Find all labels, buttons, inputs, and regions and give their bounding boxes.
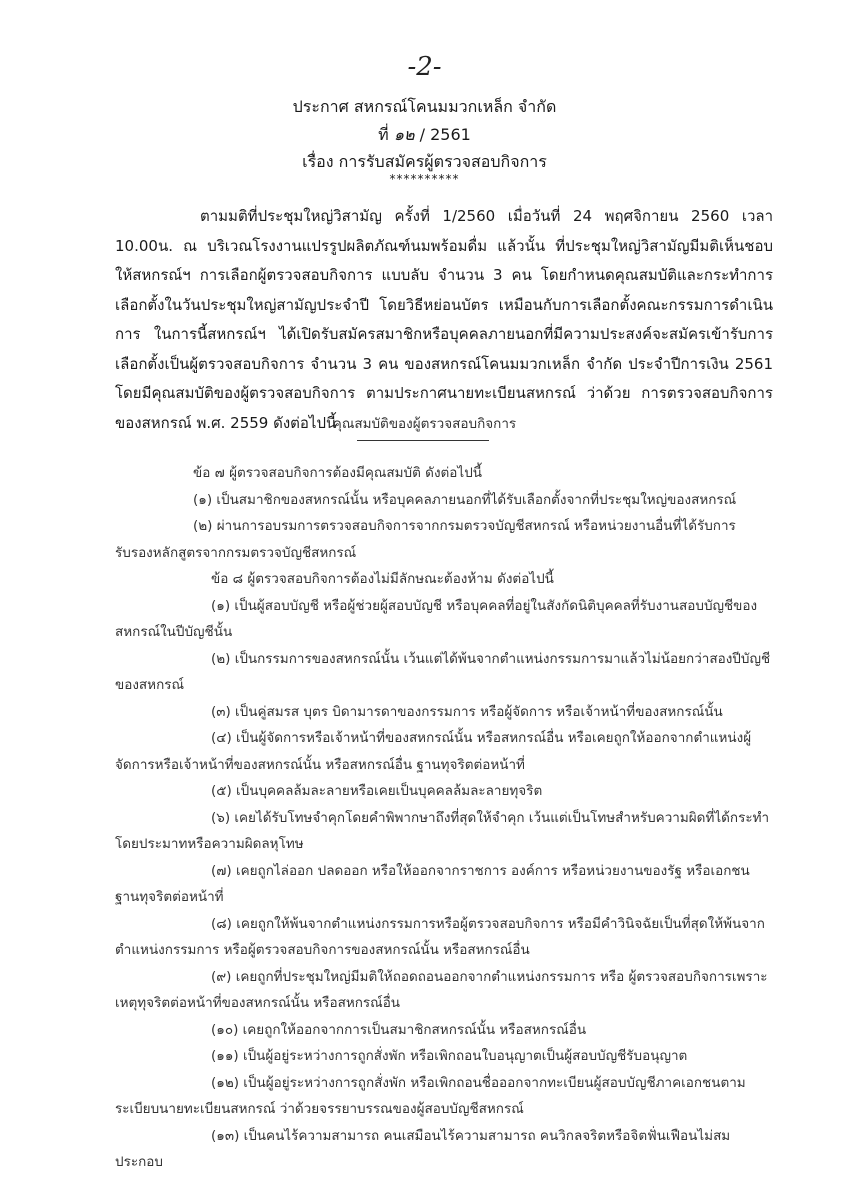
clause-item [115,911,773,964]
separator-stars: ********** [389,172,460,186]
clause-text: (๓) เป็นคู่สมรส บุตร บิดามารดาของกรรมการ หรือผู้จัดการ หรือเจ้าหน้าที่ของสหกรณ์นั้น [211,703,723,720]
clause-item [115,646,773,699]
clause-text: (๔) เป็นผู้จัดการหรือเจ้าหน้าที่ของสหกรณ์นั้น หรือสหกรณ์อื่น หรือเคยถูกให้ออกจากตำแหน่งผู้จัดการหรือเจ้าหน้าที่ของสหกรณ์นั้น หรือสหกรณ์อื่น ฐานทุจริตต่อหน้าที่ [115,730,752,773]
clause-text: (๕) เป็นบุคคลล้มละลายหรือเคยเป็นบุคคลล้มละลายทุจริต [211,783,543,799]
clause-text: ข้อ ๗ ผู้ตรวจสอบกิจการต้องมีคุณสมบัติ ดังต่อไปนี้ [193,465,483,481]
clause-item [115,487,773,514]
clause-text: (๑) เป็นสมาชิกของสหกรณ์นั้น หรือบุคคลภายนอกที่ได้รับเลือกตั้งจากที่ประชุมใหญ่ของสหกรณ์ [193,491,737,508]
intro-text: ตามมติที่ประชุมใหญ่วิสามัญ ครั้งที่ 1/2560 เมื่อวันที่ 24 พฤศจิกายน 2560 เวลา 10.00น. ณ บริเวณโรงงานแปรรูปผลิตภัณฑ์นมพร้อมดื่ม แล้วนั้น ที่ประชุมใหญ่วิสามัญมีมติเห็นชอบ ให้สหกรณ์ฯ การเลือกผู้ตรวจสอบกิจการ แบบลับ จำนวน 3 คน โดยกำหนดคุณสมบัติและกระทำการเลือกตั้งในวันประชุมใหญ่สามัญประจำปี โดยวิธีหย่อนบัตร เหมือนกับการเลือกตั้งคณะกรรมการดำเนินการ ในการนี้สหกรณ์ฯ ได้เปิดรับสมัครสมาชิกหรือบุคคลภายนอกที่มีความประสงค์จะสมัครเข้ารับการเลือกตั้งเป็นผู้ตรวจสอบกิจการ จำนวน 3 คน ของสหกรณ์โคนมมวกเหล็ก จำกัด ประจำปีการเงิน 2561 โดยมีคุณสมบัติของผู้ตรวจสอบกิจการ ตามประกาศนายทะเบียนสหกรณ์ ว่าด้วย การตรวจสอบกิจการของสหกรณ์ พ.ศ. 2559 ดังต่อไปนี้ [115,207,773,432]
clause-text: (๑๑) เป็นผู้อยู่ระหว่างการถูกสั่งพัก หรือเพิกถอนใบอนุญาตเป็นผู้สอบบัญชีรับอนุญาต [211,1048,688,1064]
clause-item [115,513,773,566]
clause-item [115,964,773,1017]
page-number: -2- [407,52,442,82]
clause-text: (๙) เคยถูกที่ประชุมใหญ่มีมติให้ถอดถอนออกจากตำแหน่งกรรมการ หรือ ผู้ตรวจสอบกิจการเพราะเหตุทุจริตต่อหน้าที่ของสหกรณ์นั้น หรือสหกรณ์อื่น [115,968,768,1011]
clause-item [115,858,773,911]
clause-item [115,1070,773,1123]
section-title: คุณสมบัติของผู้ตรวจสอบกิจการ [332,416,517,432]
clause-text: (๘) เคยถูกให้พ้นจากตำแหน่งกรรมการหรือผู้ตรวจสอบกิจการ หรือมีคำวินิจฉัยเป็นที่สุดให้พ้นจากตำแหน่งกรรมการ หรือผู้ตรวจสอบกิจการของสหกรณ์นั้น หรือสหกรณ์อื่น [115,915,765,958]
clause-text: (๖) เคยได้รับโทษจำคุกโดยคำพิพากษาถึงที่สุดให้จำคุก เว้นแต่เป็นโทษสำหรับความผิดที่ได้กระทำโดยประมาทหรือความผิดลหุโทษ [115,809,770,852]
announcement-subject: เรื่อง การรับสมัครผู้ตรวจสอบกิจการ [302,152,547,171]
section-underline [357,440,489,441]
clause-item [115,699,773,726]
clause-text: (๗) เคยถูกไล่ออก ปลดออก หรือให้ออกจากราชการ องค์การ หรือหน่วยงานของรัฐ หรือเอกชนฐานทุจริตต่อหน้าที่ [115,862,750,905]
clause-item [115,725,773,778]
clause-text: (๑) เป็นผู้สอบบัญชี หรือผู้ช่วยผู้สอบบัญชี หรือบุคคลที่อยู่ในสังกัดนิติบุคคลที่รับงานสอบบัญชีของสหกรณ์ในปีบัญชีนั้น [115,597,758,640]
clause-item [115,778,773,805]
clause-text: (๑๓) เป็นคนไร้ความสามารถ คนเสมือนไร้ความสามารถ คนวิกลจริตหรือจิตฟั่นเฟือนไม่สมประกอบ [115,1127,731,1170]
clause-text: ข้อ ๘ ผู้ตรวจสอบกิจการต้องไม่มีลักษณะต้องห้าม ดังต่อไปนี้ [211,571,554,587]
clause-item [115,1017,773,1044]
clause-text: (๑๐) เคยถูกให้ออกจากการเป็นสมาชิกสหกรณ์นั้น หรือสหกรณ์อื่น [211,1021,587,1038]
clause-item [115,1043,773,1070]
number-suffix: / 2561 [419,125,471,144]
clause-item [115,460,773,487]
announcement-number [0,123,849,148]
announcement-title: ประกาศ สหกรณ์โคนมมวกเหล็ก จำกัด [292,97,557,116]
clauses-list [115,460,773,1176]
number-prefix: ที่ [378,125,389,144]
clause-text: (๒) เป็นกรรมการของสหกรณ์นั้น เว้นแต่ได้พ้นจากตำแหน่งกรรมการมาแล้วไม่น้อยกว่าสองปีบัญชีของสหกรณ์ [115,650,771,693]
clause-item [115,1123,773,1176]
clause-text: (๑๒) เป็นผู้อยู่ระหว่างการถูกสั่งพัก หรือเพิกถอนชื่อออกจากทะเบียนผู้สอบบัญชีภาคเอกชนตามระเบียบนายทะเบียนสหกรณ์ ว่าด้วยจรรยาบรรณของผู้สอบบัญชีสหกรณ์ [115,1074,746,1117]
clause-item [115,805,773,858]
clause-item [115,593,773,646]
intro-paragraph [115,202,773,438]
clause-text: (๒) ผ่านการอบรมการตรวจสอบกิจการจากกรมตรวจบัญชีสหกรณ์ หรือหน่วยงานอื่นที่ได้รับการรับรองหลักสูตรจากกรมตรวจบัญชีสหกรณ์ [115,518,736,561]
clause-item [115,566,773,593]
handwritten-number: ๑๒ [393,125,415,144]
